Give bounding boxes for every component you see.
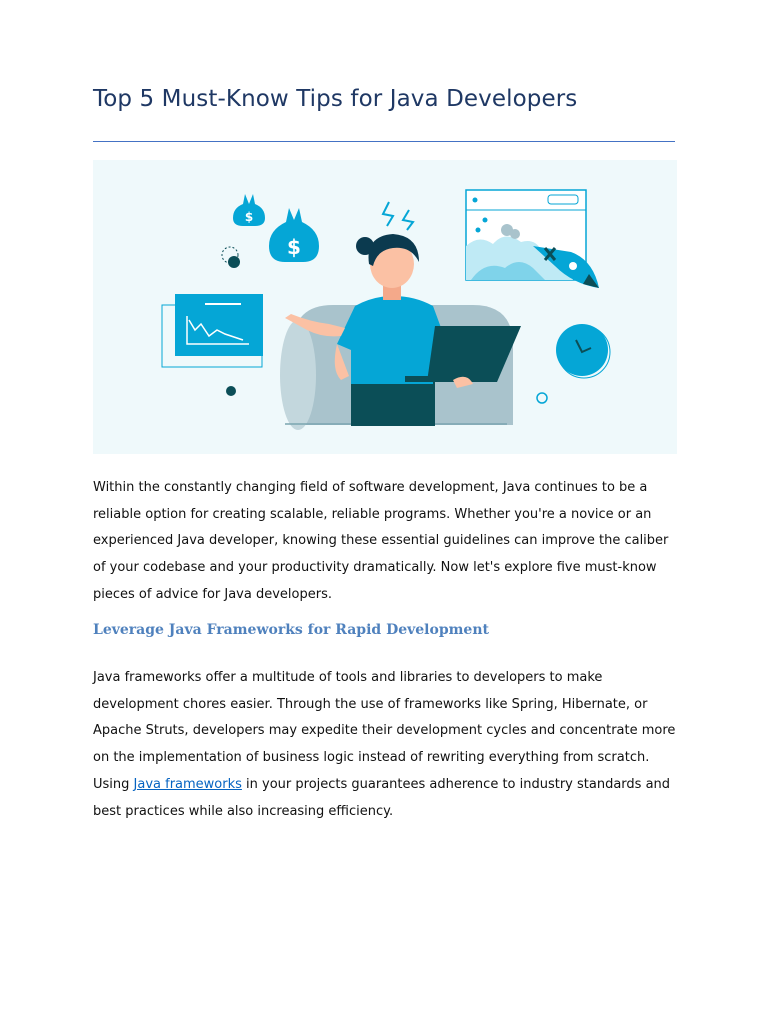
money-bag-icon — [233, 194, 265, 226]
intro-paragraph: Within the constantly changing field of software development, Java continues to be a reliable option for creating scalable, reliable programs. Whether you're a novice or an experienced Java developer, knowing these essential guidelines can improve the caliber of your codebase and your productivity dramatically. Now let's explore five must-know pieces of advice for Java developers. — [93, 480, 669, 602]
clock-icon — [556, 324, 610, 378]
title-divider — [93, 141, 675, 142]
java-frameworks-link[interactable]: Java frameworks — [133, 776, 242, 792]
decor-circle — [537, 393, 547, 403]
paragraph-text: in your projects guarantees adherence to industry standards and best practices while also increasing efficiency. — [93, 776, 671, 819]
section-heading: Leverage Java Frameworks for Rapid Development — [93, 622, 489, 638]
chart-board-icon — [162, 294, 263, 367]
decor-dot — [226, 386, 236, 396]
lightning-icon — [383, 202, 413, 230]
svg-text:$: $ — [287, 235, 301, 259]
section-paragraph — [93, 665, 678, 825]
hero-illustration — [93, 160, 677, 454]
svg-text:$: $ — [244, 210, 254, 224]
paragraph-text: Java frameworks offer a multitude of tools and libraries to developers to make development chores easier. Through the use of frameworks like Spring, Hibernate, or Apache Struts, developers may expedite their development cycles and concentrate more on the implementation of business logic instead of rewriting everything from scratch. Using — [93, 670, 676, 792]
money-bag-icon — [269, 208, 319, 262]
page-title: Top 5 Must-Know Tips for Java Developers — [93, 86, 578, 112]
